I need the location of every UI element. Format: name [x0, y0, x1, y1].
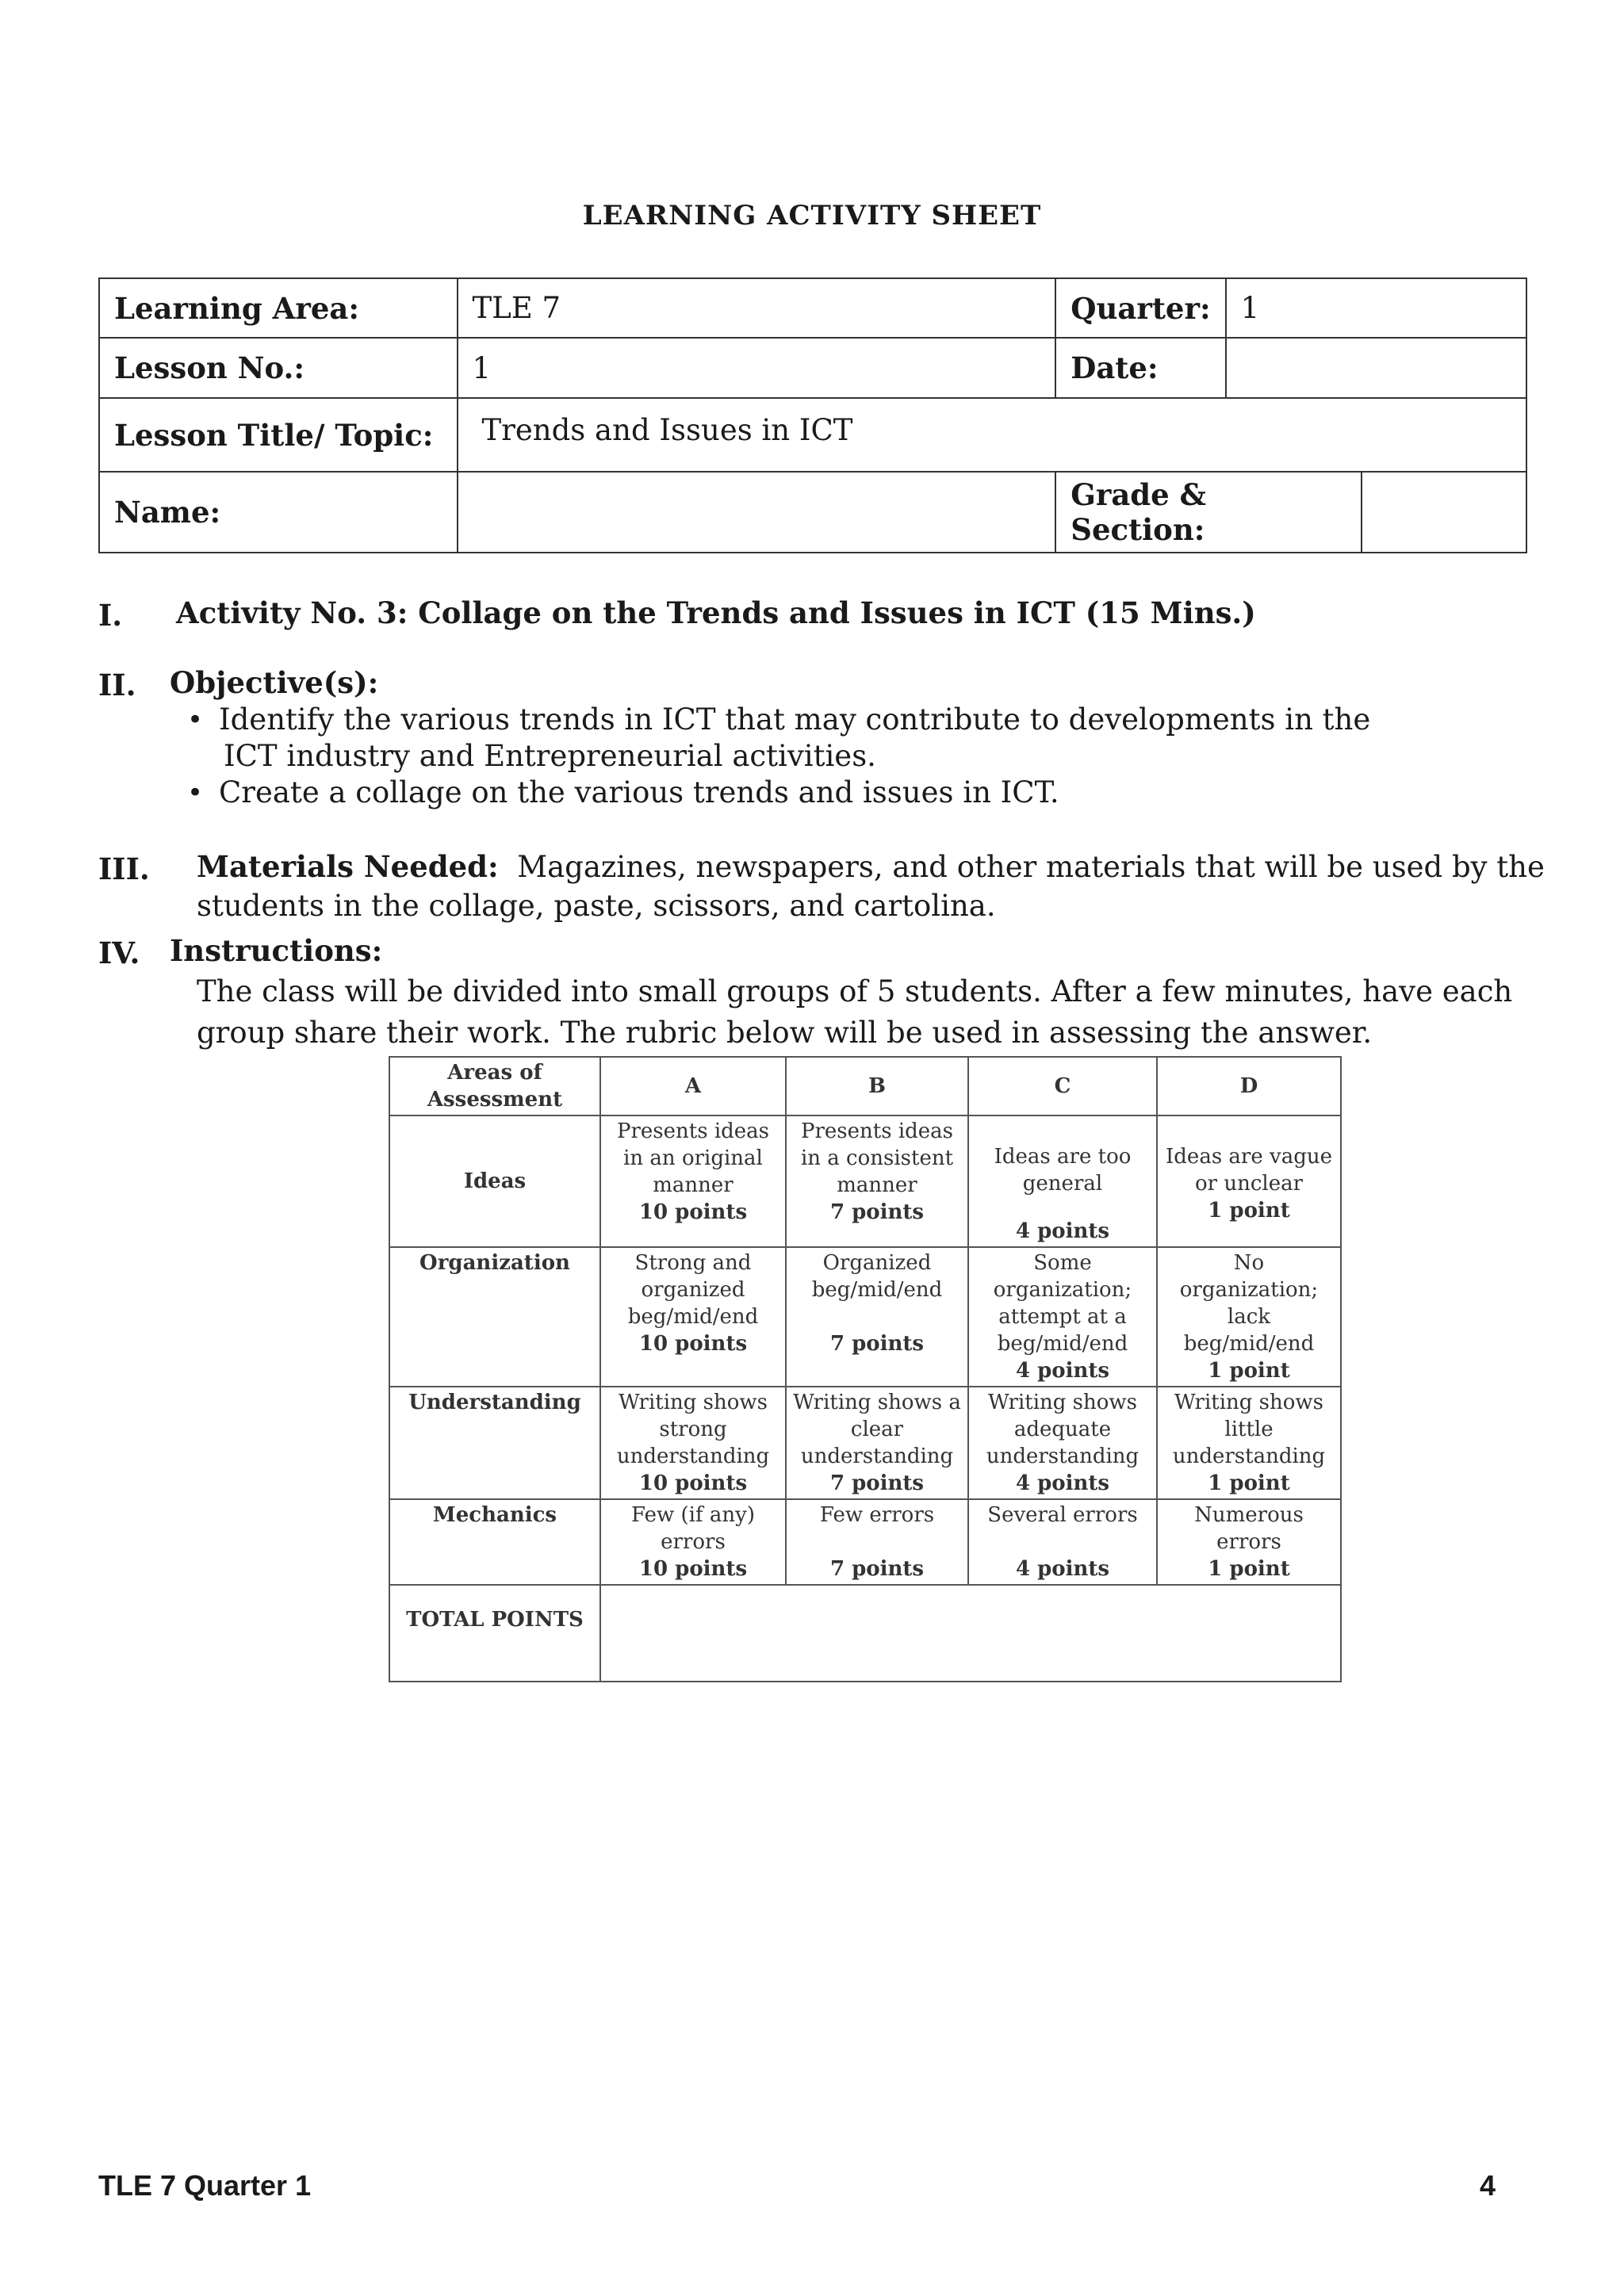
page-number: 4 — [1480, 2169, 1496, 2202]
rubric-cell-points: 4 points — [1015, 1219, 1110, 1243]
section-3-body — [197, 847, 1545, 887]
rubric-cell-points: 4 points — [1015, 1557, 1110, 1581]
info-table — [98, 277, 1527, 553]
rubric-cell-text: Numerous errors — [1194, 1503, 1304, 1554]
info-row-lesson-title — [99, 398, 1526, 472]
rubric-cell-text: Strong and organized beg/mid/end — [627, 1251, 759, 1329]
rubric-table — [389, 1056, 1342, 1682]
rubric-header-c: C — [968, 1057, 1157, 1115]
rubric-cell-points: 1 point — [1208, 1199, 1290, 1223]
rubric-cell-points: 7 points — [829, 1557, 925, 1581]
section-1-text: Activity No. 3: Collage on the Trends and Issues in ICT (15 Mins.) — [176, 595, 1256, 630]
rubric-cell-text: Writing shows adequate understanding — [986, 1391, 1139, 1468]
section-4-heading: Instructions: — [170, 933, 383, 968]
rubric-cell-text: Some organization; attempt at a beg/mid/end — [993, 1251, 1132, 1356]
rubric-cell-points: 7 points — [829, 1471, 925, 1495]
rubric-cell-text: No organization; lack beg/mid/end — [1179, 1251, 1319, 1356]
rubric-cell-text: Presents ideas in an original manner — [616, 1119, 770, 1197]
rubric-cell — [600, 1115, 786, 1247]
rubric-cell — [1157, 1115, 1341, 1247]
rubric-row-ideas — [389, 1115, 1341, 1247]
rubric-row-organization — [389, 1247, 1341, 1387]
rubric-cell-points: 7 points — [829, 1332, 925, 1356]
lesson-title-value: Trends and Issues in ICT — [458, 398, 1526, 472]
rubric-cell-text: Few errors — [819, 1503, 935, 1527]
name-value — [458, 472, 1056, 553]
rubric-area-organization: Organization — [389, 1247, 600, 1387]
date-value — [1226, 338, 1526, 398]
rubric-area-understanding: Understanding — [389, 1387, 600, 1499]
learning-area-value: TLE 7 — [458, 278, 1056, 338]
section-4-text-2: group share their work. The rubric below will be used in assessing the answer. — [197, 1016, 1373, 1050]
rubric-cell — [786, 1499, 968, 1585]
rubric-row-mechanics — [389, 1499, 1341, 1585]
rubric-header-areas: Areas of Assessment — [389, 1057, 600, 1115]
rubric-area-mechanics: Mechanics — [389, 1499, 600, 1585]
rubric-total-value — [600, 1585, 1341, 1682]
rubric-cell — [1157, 1387, 1341, 1499]
rubric-cell-text: Writing shows a clear understanding — [793, 1391, 961, 1468]
rubric-total-label: TOTAL POINTS — [389, 1585, 600, 1682]
section-1-number: I. — [98, 598, 123, 633]
rubric-cell — [968, 1387, 1157, 1499]
rubric-cell — [786, 1387, 968, 1499]
section-2-heading: Objective(s): — [170, 665, 379, 700]
rubric-cell-text: Few (if any) errors — [631, 1503, 755, 1554]
grade-section-label: Grade & Section: — [1055, 472, 1362, 553]
rubric-cell — [1157, 1247, 1341, 1387]
rubric-cell-points: 1 point — [1208, 1557, 1290, 1581]
rubric-cell — [600, 1387, 786, 1499]
date-label: Date: — [1055, 338, 1225, 398]
rubric-cell-points: 4 points — [1015, 1359, 1110, 1383]
rubric-cell — [786, 1247, 968, 1387]
rubric-header-a: A — [600, 1057, 786, 1115]
rubric-cell — [600, 1499, 786, 1585]
rubric-cell — [786, 1115, 968, 1247]
objective-item — [184, 702, 1532, 775]
footer-label: TLE 7 Quarter 1 — [98, 2169, 312, 2202]
rubric-row-understanding — [389, 1387, 1341, 1499]
quarter-value: 1 — [1226, 278, 1526, 338]
rubric-cell-text: Ideas are too general — [994, 1145, 1132, 1196]
rubric-cell-points: 4 points — [1015, 1471, 1110, 1495]
info-row-lesson-no — [99, 338, 1526, 398]
info-row-name — [99, 472, 1526, 553]
section-3-text-2: students in the collage, paste, scissors, and cartolina. — [197, 889, 996, 923]
lesson-no-label: Lesson No.: — [99, 338, 458, 398]
objective-line-3: Create a collage on the various trends and issues in ICT. — [219, 775, 1059, 809]
objective-item — [184, 775, 1532, 811]
quarter-label: Quarter: — [1055, 278, 1225, 338]
rubric-cell-points: 7 points — [829, 1200, 925, 1224]
rubric-header-b: B — [786, 1057, 968, 1115]
rubric-cell-points: 10 points — [638, 1200, 748, 1224]
rubric-cell-points: 10 points — [638, 1471, 748, 1495]
learning-area-label: Learning Area: — [99, 278, 458, 338]
rubric-cell-text: Organized beg/mid/end — [811, 1251, 943, 1302]
section-3-number: III. — [98, 851, 150, 886]
name-label: Name: — [99, 472, 458, 553]
grade-section-value — [1362, 472, 1526, 553]
rubric-cell-points: 10 points — [638, 1332, 748, 1356]
info-row-learning-area — [99, 278, 1526, 338]
objective-line-1: Identify the various trends in ICT that may contribute to developments in the — [219, 702, 1371, 737]
rubric-cell — [600, 1247, 786, 1387]
rubric-header-row — [389, 1057, 1341, 1115]
objectives-list — [184, 702, 1532, 811]
lesson-title-label: Lesson Title/ Topic: — [99, 398, 458, 472]
rubric-cell — [968, 1115, 1157, 1247]
rubric-row-total — [389, 1585, 1341, 1682]
rubric-cell-points: 1 point — [1208, 1359, 1290, 1383]
rubric-cell-text: Writing shows little understanding — [1172, 1391, 1326, 1468]
rubric-cell-text: Presents ideas in a consistent manner — [800, 1119, 954, 1197]
rubric-area-ideas: Ideas — [389, 1115, 600, 1247]
section-4-text-1: The class will be divided into small groups of 5 students. After a few minutes, have each — [197, 974, 1513, 1008]
rubric-header-d: D — [1157, 1057, 1341, 1115]
objective-line-2: ICT industry and Entrepreneurial activities. — [224, 739, 876, 773]
section-3-heading: Materials Needed: — [197, 849, 499, 884]
rubric-cell-text: Writing shows strong understanding — [616, 1391, 770, 1468]
rubric-cell-points: 10 points — [638, 1557, 748, 1581]
rubric-cell — [968, 1247, 1157, 1387]
rubric-cell — [968, 1499, 1157, 1585]
rubric-cell-text: Several errors — [987, 1503, 1138, 1527]
rubric-cell-text: Ideas are vague or unclear — [1166, 1145, 1332, 1196]
lesson-no-value: 1 — [458, 338, 1056, 398]
rubric-cell-points: 1 point — [1208, 1471, 1290, 1495]
page-title: LEARNING ACTIVITY SHEET — [582, 200, 1042, 232]
section-4-number: IV. — [98, 936, 140, 970]
rubric-cell — [1157, 1499, 1341, 1585]
section-2-number: II. — [98, 668, 136, 702]
section-3-text-1: Magazines, newspapers, and other materials that will be used by the — [517, 850, 1545, 884]
